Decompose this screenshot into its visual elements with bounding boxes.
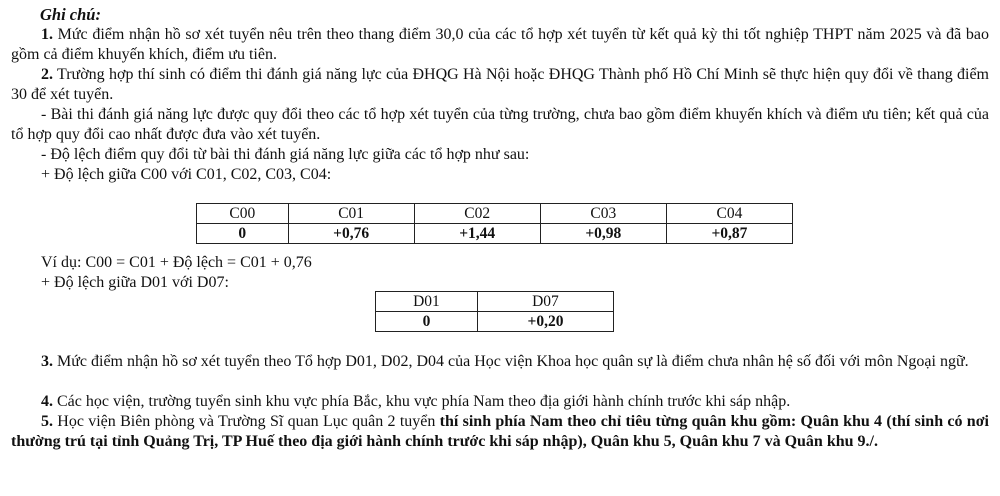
note-4-number: 4. bbox=[41, 393, 53, 410]
note-5-bold-text: thí sinh phía Nam theo chỉ tiêu từng quân khu gồm: Quân khu 4 (thí sinh có nơi thường trú tại tỉnh Quảng Trị, TP Huế theo địa giới hành chính trước khi sáp nhập), Quân khu 5, Quân khu 7 và Quân khu 9./. bbox=[11, 413, 989, 450]
table-header-row bbox=[197, 204, 793, 224]
d01-deviation-table bbox=[375, 291, 614, 332]
table-header-cell: C02 bbox=[414, 204, 540, 224]
table-header-row bbox=[376, 292, 614, 312]
table-row bbox=[376, 312, 614, 332]
note-5 bbox=[11, 412, 989, 452]
note-2 bbox=[11, 65, 989, 105]
table-cell: 0 bbox=[376, 312, 478, 332]
table-header-cell: D01 bbox=[376, 292, 478, 312]
note-3-text: Mức điểm nhận hồ sơ xét tuyển theo Tổ hợp D01, D02, D04 của Học viện Khoa học quân sự là điểm chưa nhân hệ số đối với môn Ngoại ngữ. bbox=[53, 353, 969, 370]
note-5-text: Học viện Biên phòng và Trường Sĩ quan Lục quân 2 tuyển bbox=[53, 413, 440, 430]
c00-deviation-intro: + Độ lệch giữa C00 với C01, C02, C03, C04: bbox=[41, 166, 332, 183]
note-2-number: 2. bbox=[41, 66, 53, 83]
table-cell: +0,98 bbox=[540, 224, 666, 244]
note-4 bbox=[11, 392, 989, 412]
table-cell: +0,20 bbox=[477, 312, 613, 332]
table-cell: 0 bbox=[197, 224, 289, 244]
note-5-number: 5. bbox=[41, 413, 53, 430]
d01-deviation-intro: + Độ lệch giữa D01 với D07: bbox=[41, 274, 229, 291]
note-2-text: Trường hợp thí sinh có điểm thi đánh giá năng lực của ĐHQG Hà Nội hoặc ĐHQG Thành phố Hồ Chí Minh sẽ thực hiện quy đổi về thang điểm 30 để xét tuyển. bbox=[11, 66, 989, 103]
notes-heading: Ghi chú: bbox=[40, 5, 101, 24]
table-header-cell: C00 bbox=[197, 204, 289, 224]
table-cell: +1,44 bbox=[414, 224, 540, 244]
note-3 bbox=[11, 352, 989, 372]
note-3-number: 3. bbox=[41, 353, 53, 370]
note-1 bbox=[11, 25, 989, 65]
table-cell: +0,76 bbox=[288, 224, 414, 244]
table-row bbox=[197, 224, 793, 244]
note-2-bullet-1: - Bài thi đánh giá năng lực được quy đổi theo các tổ hợp xét tuyển của từng trường, chưa bao gồm điểm khuyến khích và điểm ưu tiên; kết quả của tổ hợp quy đổi cao nhất được đưa vào xét tuyển. bbox=[11, 106, 989, 143]
note-2-bullet-2: - Độ lệch điểm quy đổi từ bài thi đánh giá năng lực giữa các tổ hợp như sau: bbox=[41, 146, 530, 163]
table-header-cell: D07 bbox=[477, 292, 613, 312]
table-header-cell: C03 bbox=[540, 204, 666, 224]
table-header-cell: C01 bbox=[288, 204, 414, 224]
example-line: Ví dụ: C00 = C01 + Độ lệch = C01 + 0,76 bbox=[41, 254, 312, 271]
note-1-text: Mức điểm nhận hồ sơ xét tuyển nêu trên theo thang điểm 30,0 của các tổ hợp xét tuyển từ kết quả kỳ thi tốt nghiệp THPT năm 2025 và đã bao gồm cả điểm khuyến khích, điểm ưu tiên. bbox=[11, 26, 989, 63]
table-header-cell: C04 bbox=[666, 204, 792, 224]
note-4-text: Các học viện, trường tuyển sinh khu vực phía Bắc, khu vực phía Nam theo địa giới hành chính trước khi sáp nhập. bbox=[53, 393, 791, 410]
note-1-number: 1. bbox=[41, 26, 53, 43]
table-cell: +0,87 bbox=[666, 224, 792, 244]
c00-deviation-table bbox=[196, 203, 793, 244]
